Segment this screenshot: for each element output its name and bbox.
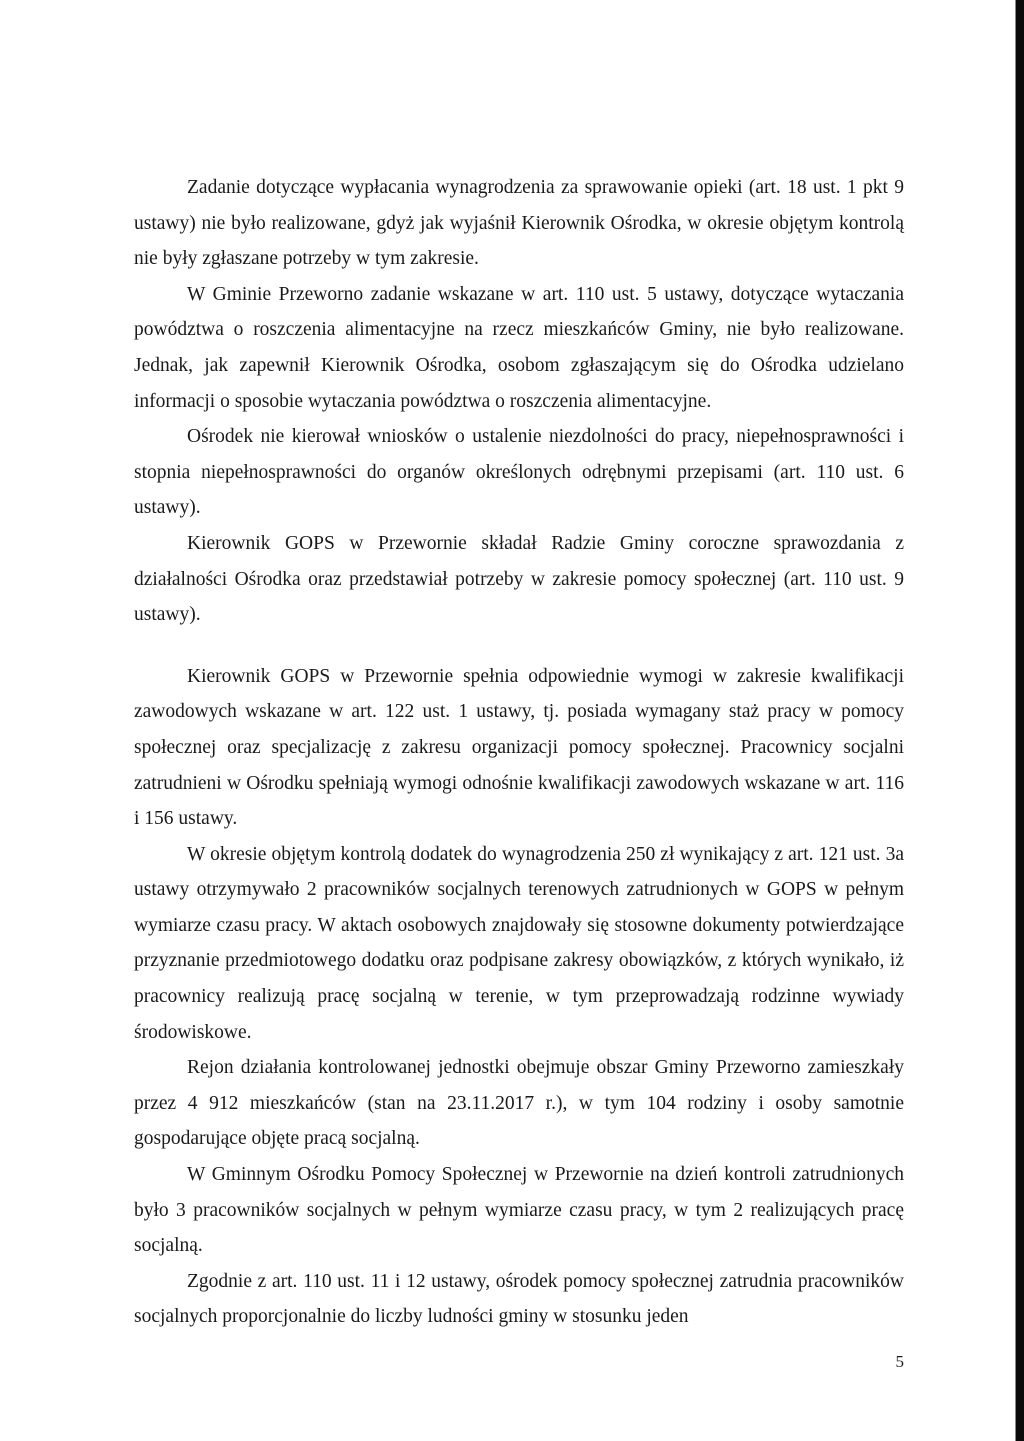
page-number: 5 — [895, 1352, 904, 1371]
document-body — [134, 170, 904, 1335]
paragraph-alimony-lawsuits: W Gminie Przeworno zadanie wskazane w art. 110 ust. 5 ustawy, dotyczące wytaczania powództwa o roszczenia alimentacyjne na rzecz mieszkańców Gminy, nie było realizowane. Jednak, jak zapewnił Kierownik Ośrodka, osobom zgłaszającym się do Ośrodka udzielano informacji o sposobie wytaczania powództwa o roszczenia alimentacyjne. — [134, 283, 904, 412]
paragraph-spacer — [134, 633, 904, 659]
paragraph-service-area: Rejon działania kontrolowanej jednostki obejmuje obszar Gminy Przeworno zamieszkały przez 4 912 mieszkańców (stan na 23.11.2017 r.), w tym 104 rodziny i osoby samotnie gospodarujące objęte pracą socjalną. — [134, 1057, 904, 1150]
paragraph-staff-qualifications: Kierownik GOPS w Przewornie spełnia odpowiednie wymogi w zakresie kwalifikacji zawodowych wskazane w art. 122 ust. 1 ustawy, tj. posiada wymagany staż pracy w pomocy społecznej oraz specjalizację z zakresu organizacji pomocy społecznej. Pracownicy socjalni zatrudnieni w Ośrodku spełniają wymogi odnośnie kwalifikacji zawodowych wskazane w art. 116 i 156 ustawy. — [134, 665, 904, 830]
paragraph-guardian-remuneration: Zadanie dotyczące wypłacania wynagrodzenia za sprawowanie opieki (art. 18 ust. 1 pkt 9 ustawy) nie było realizowane, gdyż jak wyjaśnił Kierownik Ośrodka, w okresie objętym kontrolą nie były zgłaszane potrzeby w tym zakresie. — [134, 177, 904, 270]
paragraph-employed-workers: W Gminnym Ośrodku Pomocy Społecznej w Przewornie na dzień kontroli zatrudnionych było 3 pracowników socjalnych w pełnym wymiarze czasu pracy, w tym 2 realizujących pracę socjalną. — [134, 1164, 904, 1257]
paragraph-staffing-ratio: Zgodnie z art. 110 ust. 11 i 12 ustawy, ośrodek pomocy społecznej zatrudnia pracowników socjalnych proporcjonalnie do liczby ludności gminy w stosunku jeden — [134, 1270, 904, 1328]
paragraph-salary-supplement: W okresie objętym kontrolą dodatek do wynagrodzenia 250 zł wynikający z art. 121 ust. 3a ustawy otrzymywało 2 pracowników socjalnych terenowych zatrudnionych w GOPS w pełnym wymiarze czasu pracy. W aktach osobowych znajdowały się stosowne dokumenty potwierdzające przyznanie przedmiotowego dodatku oraz podpisane zakresy obowiązków, z których wynikało, iż pracownicy realizują pracę socjalną w terenie, w tym przeprowadzają rodzinne wywiady środowiskowe. — [134, 843, 904, 1043]
paragraph-disability-requests: Ośrodek nie kierował wniosków o ustalenie niezdolności do pracy, niepełnosprawności i stopnia niepełnosprawności do organów określonych odrębnymi przepisami (art. 110 ust. 6 ustawy). — [134, 426, 904, 519]
paragraph-annual-reports: Kierownik GOPS w Przewornie składał Radzie Gminy coroczne sprawozdania z działalności Ośrodka oraz przedstawiał potrzeby w zakresie pomocy społecznej (art. 110 ust. 9 ustawy). — [134, 532, 904, 626]
scan-edge-border — [1016, 0, 1024, 1441]
